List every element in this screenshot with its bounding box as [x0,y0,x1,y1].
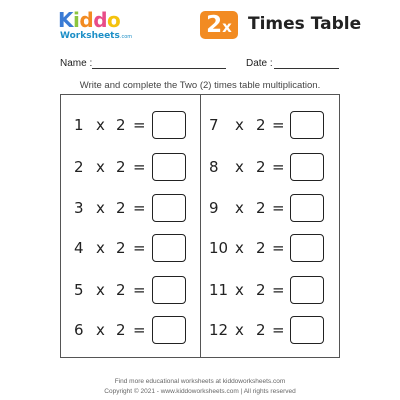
right_column-equals-sign: = [272,281,285,299]
answer-box[interactable] [152,153,186,181]
left_column-multiplicand: 3 [74,199,84,217]
left_column-multiplicand: 2 [74,158,84,176]
left_column-multiplier: 2 [116,199,126,217]
left_column-times-sign: x [96,116,105,134]
left_column-equals-sign: = [133,158,146,176]
name-label: Name : [60,58,93,69]
left_column-times-sign: x [96,158,105,176]
right_column-times-sign: x [235,281,244,299]
logo-letter: d [79,8,94,32]
answer-box[interactable] [290,153,324,181]
logo-letter: d [93,8,108,32]
left_column-times-sign: x [96,199,105,217]
right_column-multiplicand: 12 [209,321,229,339]
right_column-multiplier: 2 [256,281,266,299]
left_column-multiplier: 2 [116,158,126,176]
date-label: Date : [246,58,273,69]
answer-box[interactable] [290,276,324,304]
logo-sub-text [60,31,132,41]
logo-letter: K [58,8,73,32]
page-title: Times Table [248,14,362,34]
kiddo-logo [58,10,138,46]
badge-symbol: x [222,18,232,36]
answer-box[interactable] [152,276,186,304]
answer-box[interactable] [152,194,186,222]
times-badge [200,11,238,39]
left_column-equals-sign: = [133,116,146,134]
right_column-equals-sign: = [272,199,285,217]
date-field-line[interactable] [274,68,339,69]
left_column-equals-sign: = [133,321,146,339]
logo-com-label: .com [119,34,133,40]
answer-box[interactable] [290,111,324,139]
left_column-multiplicand: 4 [74,239,84,257]
left_column-times-sign: x [96,239,105,257]
left_column-times-sign: x [96,321,105,339]
left_column-multiplier: 2 [116,321,126,339]
right_column-equals-sign: = [272,239,285,257]
left_column-multiplicand: 1 [74,116,84,134]
answer-box[interactable] [152,111,186,139]
footer-line-1: Find more educational worksheets at kiddoworksheets.com [114,378,286,385]
right_column-multiplicand: 8 [209,158,219,176]
right_column-multiplier: 2 [256,199,266,217]
logo-sub-label: Worksheets [60,31,120,41]
badge-number: 2 [206,12,223,38]
answer-box[interactable] [290,194,324,222]
right_column-multiplicand: 9 [209,199,219,217]
name-field-line[interactable] [92,68,226,69]
right_column-equals-sign: = [272,321,285,339]
left_column-multiplier: 2 [116,239,126,257]
instructions: Write and complete the Two (2) times table multiplication. [79,80,321,91]
right_column-multiplicand: 7 [209,116,219,134]
right_column-equals-sign: = [272,158,285,176]
logo-letter: o [107,8,121,32]
right_column-multiplicand: 10 [209,239,229,257]
logo-brand-text [58,8,120,32]
right_column-multiplier: 2 [256,116,266,134]
right_column-times-sign: x [235,321,244,339]
right_column-times-sign: x [235,116,244,134]
right_column-times-sign: x [235,158,244,176]
answer-box[interactable] [152,234,186,262]
column-divider [200,94,201,358]
left_column-multiplier: 2 [116,281,126,299]
left_column-times-sign: x [96,281,105,299]
right_column-times-sign: x [235,239,244,257]
left_column-equals-sign: = [133,281,146,299]
right_column-times-sign: x [235,199,244,217]
right_column-multiplier: 2 [256,321,266,339]
right_column-multiplier: 2 [256,158,266,176]
left_column-multiplicand: 6 [74,321,84,339]
footer-line-2: Copyright © 2021 - www.kiddoworksheets.com | All rights reserved [104,388,296,395]
left_column-multiplier: 2 [116,116,126,134]
answer-box[interactable] [290,316,324,344]
right_column-equals-sign: = [272,116,285,134]
logo-letter: i [73,8,80,32]
right_column-multiplicand: 11 [209,281,229,299]
left_column-equals-sign: = [133,239,146,257]
answer-box[interactable] [152,316,186,344]
answer-box[interactable] [290,234,324,262]
left_column-equals-sign: = [133,199,146,217]
right_column-multiplier: 2 [256,239,266,257]
left_column-multiplicand: 5 [74,281,84,299]
